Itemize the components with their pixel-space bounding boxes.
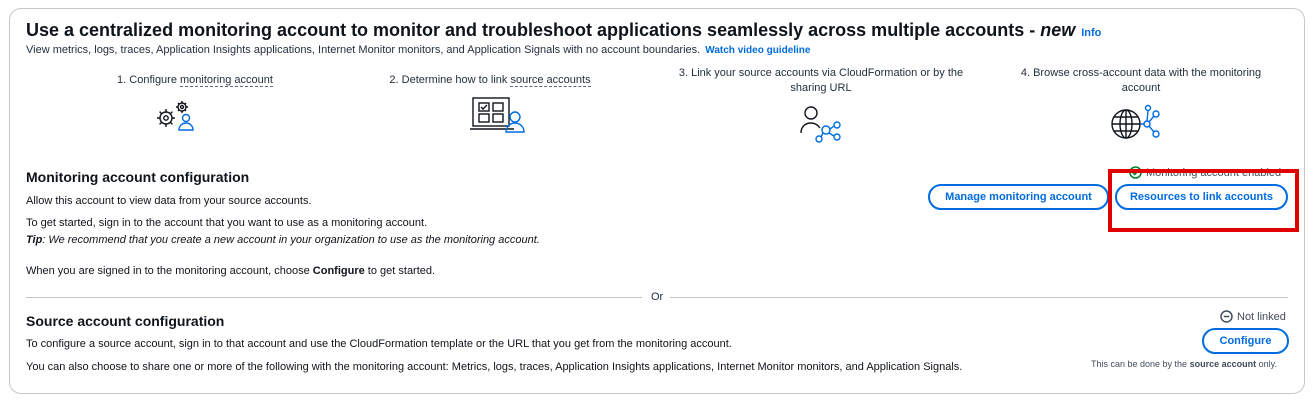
monitoring-section-title: Monitoring account configuration: [26, 169, 250, 185]
source-accounts-link[interactable]: source accounts: [510, 74, 591, 86]
not-linked-icon: [1220, 310, 1233, 323]
monitoring-description: Allow this account to view data from your source accounts.: [26, 195, 312, 207]
step-2-label: 2. Determine how to link source accounts: [389, 74, 591, 86]
page-subtitle: View metrics, logs, traces, Application Insights applications, Internet Monitor monitors, and Application Signals with no account boundaries. Watch video guideline: [26, 44, 811, 56]
source-only-note: This can be done by the source account only.: [1091, 359, 1277, 369]
configure-button[interactable]: Configure: [1202, 328, 1289, 354]
divider-right: [670, 297, 1288, 298]
highlight-box: [1108, 169, 1299, 232]
monitoring-status: Monitoring account enabled: [1129, 166, 1281, 179]
source-share-description: You can also choose to share one or more of the following with the monitoring account: Metrics, logs, traces, Application Insights applications, Internet Monitor monitors, and Application Signals.: [26, 361, 963, 373]
gears-user-icon: [153, 97, 197, 133]
resources-to-link-accounts-button[interactable]: Resources to link accounts: [1115, 184, 1288, 210]
step-3-label: 3. Link your source accounts via CloudFormation or by the sharing URL: [678, 67, 964, 94]
globe-network-icon: [1110, 104, 1160, 142]
manage-monitoring-account-button[interactable]: Manage monitoring account: [928, 184, 1109, 210]
divider-left: [26, 297, 642, 298]
step-4-label: 4. Browse cross-account data with the monitoring account: [1020, 67, 1262, 94]
cross-account-panel: [9, 8, 1305, 394]
info-link[interactable]: Info: [1081, 27, 1102, 39]
new-badge: new: [1040, 20, 1076, 40]
page-title: Use a centralized monitoring account to monitor and troubleshoot applications seamlessly across multiple accounts - new Info: [26, 20, 1102, 40]
monitoring-account-link[interactable]: monitoring account: [180, 74, 273, 86]
source-description: To configure a source account, sign in to that account and use the CloudFormation template or the URL that you get from the monitoring account.: [26, 338, 732, 350]
monitoring-tip: Tip: We recommend that you create a new account in your organization to use as the monitoring account.: [26, 234, 540, 246]
or-separator: Or: [651, 291, 664, 303]
watch-video-link[interactable]: Watch video guideline: [705, 45, 811, 56]
source-status: Not linked: [1220, 310, 1286, 323]
dashboard-user-icon: [469, 96, 525, 134]
user-network-icon: [799, 105, 841, 143]
monitoring-configure-hint: When you are signed in to the monitoring account, choose Configure to get started.: [26, 265, 436, 277]
source-section-title: Source account configuration: [26, 313, 225, 329]
monitoring-instructions: To get started, sign in to the account that you want to use as a monitoring account.: [26, 217, 428, 229]
step-1-label: 1. Configure monitoring account: [117, 74, 273, 86]
